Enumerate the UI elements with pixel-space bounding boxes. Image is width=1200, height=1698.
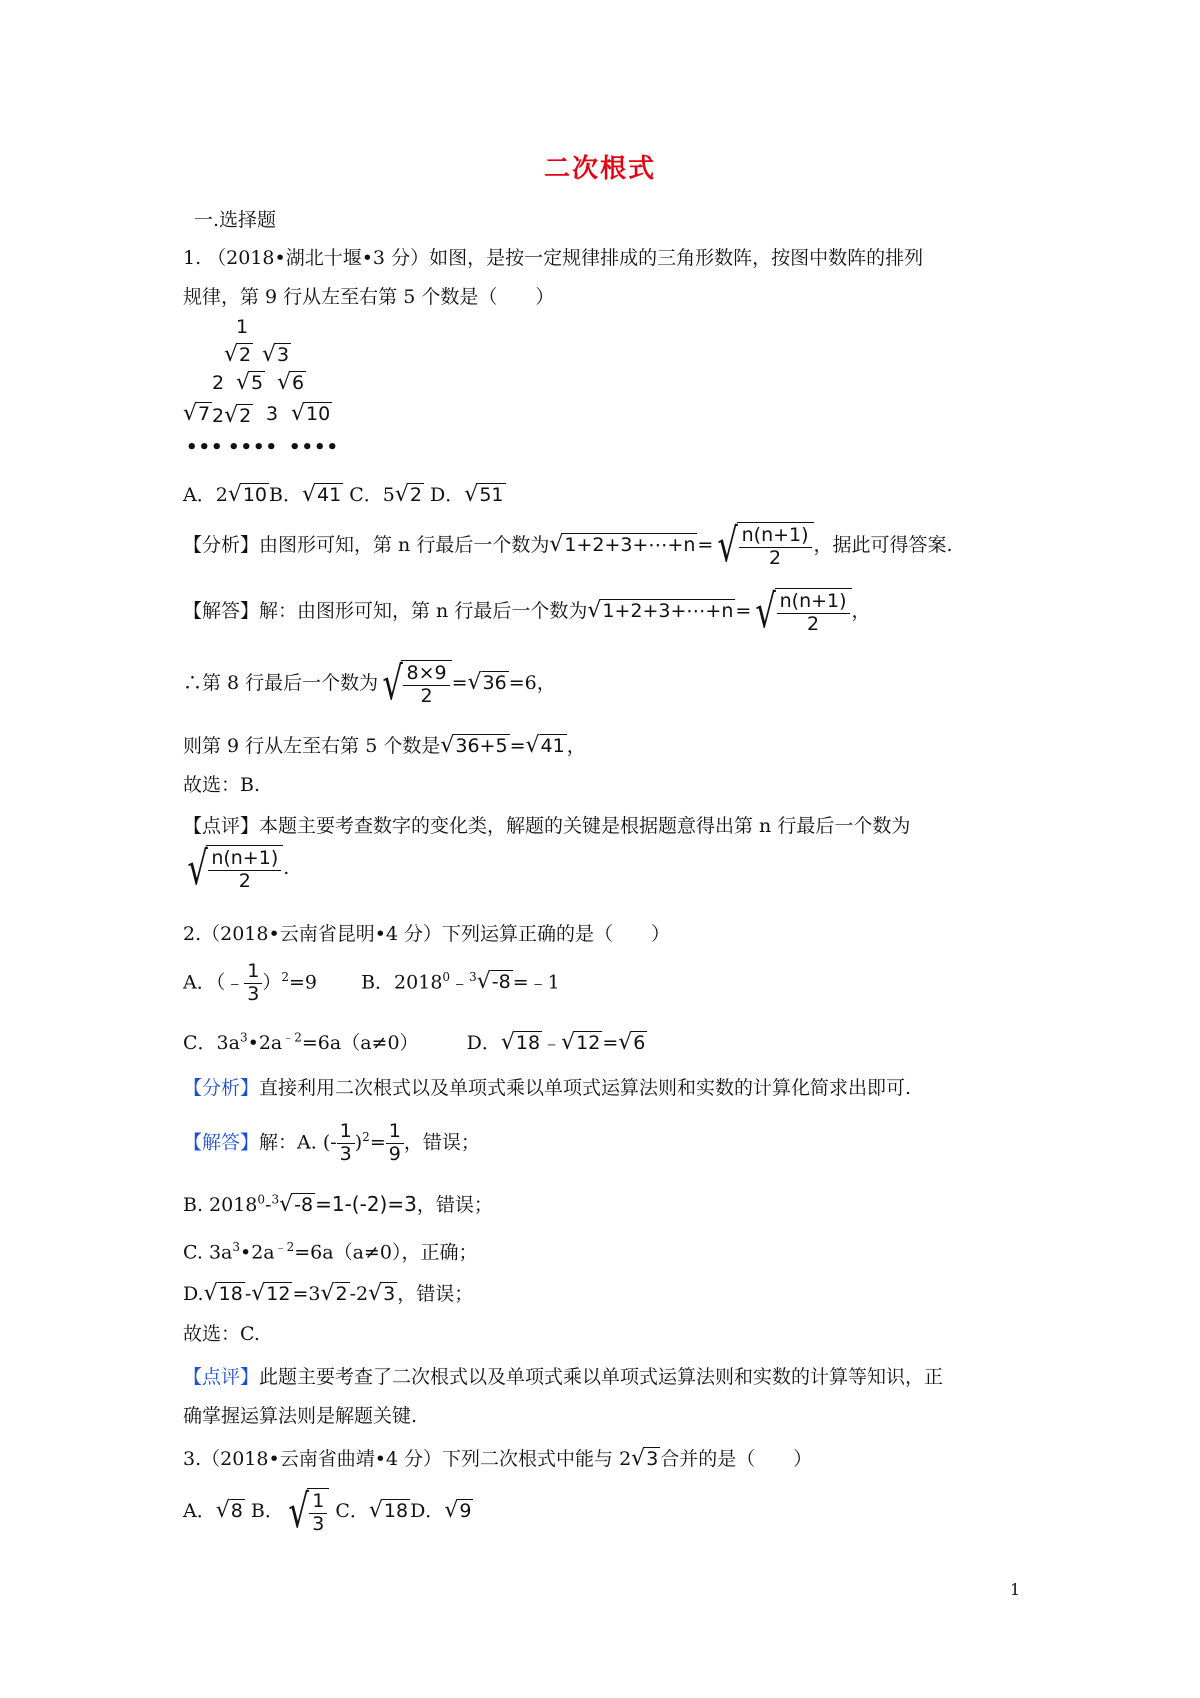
tri-r3c: √6 [277,370,305,395]
section-heading: 一.选择题 [194,209,277,231]
tri-r3a: 2 [212,372,225,394]
q2-options-ab: A．（﹣ $\frac{1}{3}$ ）$^2$=9 B．$2018^0﹣^3√-8$ =﹣1 [183,960,560,1005]
q2-options-cd: C．$3a^3•2a^{﹣2}=6a(a\ne 0)$ D．√18 ﹣√12 =√6 [183,1030,646,1055]
page-title: 二次根式 [543,154,656,184]
q1-review: 【点评】本题主要考查数字的变化类，解题的关键是根据题意得出第 n 行最后一个数为 [183,815,911,837]
tri-r4d: √10 [291,401,331,426]
tri-r4a: √7 [183,401,211,426]
q3-options: A．√8 B． √ $\frac{1}{3}$ C．√18 D．√9 [183,1484,472,1538]
tri-r3b: √5 [236,370,264,395]
tri-r1: 1 [236,316,249,338]
q2-analysis: 【分析】直接利用二次根式以及单项式乘以单项式运算法则和实数的计算化简求出即可. [183,1077,912,1099]
q1-choice: 故选：B. [183,774,261,796]
tri-dots-3: •••• [289,437,340,458]
tri-dots-2: •••• [228,437,279,458]
tri-r4b: 2√2 [212,403,252,428]
q2-stem: 2.（2018•云南省昆明•4 分）下列运算正确的是（ ） [183,923,671,945]
page-number: 1 [1010,1580,1021,1599]
tri-dots-1: ••• [186,437,224,458]
q1-options: A．2√10 B．√41 C．5√2 D．√51 [183,482,504,507]
q1-step2: 则第 9 行从左至右第 5 个数是√36+5 =√41 ， [183,733,586,758]
tri-r2b: √3 [262,342,290,367]
q1-stem-line2: 规律，第 9 行从左至右第 5 个数是（ ） [183,286,555,308]
q1-review-formula: √ $\frac{n(n+1)}{2}$ . [187,841,290,895]
q2-solution-a: 【解答】解：A. (- $\frac{1}{3}$ )$^2$= $\frac{1}{9}$ ，错误； [183,1120,480,1165]
q2-choice: 故选：C. [183,1323,260,1345]
tri-r4c: 3 [266,403,279,425]
q2-review-line1: 【点评】此题主要考查了二次根式以及单项式乘以单项式运算法则和实数的计算等知识，正 [183,1366,944,1388]
q1-step1: ∴第 8 行最后一个数为 √ $\frac{8\times 9}{2}$ =√36 =6， [183,656,556,710]
q3-stem: 3.（2018•云南省曲靖•4 分）下列二次根式中能与 2√3 合并的是（ ） [183,1446,813,1471]
q2-solution-d: D.√18 -√12 =3√2 -2√3 ，错误； [183,1281,474,1306]
q1-solution: 【解答】解：由图形可知，第 n 行最后一个数为√1+2+3+⋯+n = √ $\frac{n(n+1)}{2}$ ， [183,584,871,638]
tri-r2a: √2 [224,342,252,367]
q2-solution-c: C. $3a^3•2a^{﹣2}=6a(a\ne 0)$，正确； [183,1240,478,1264]
q2-review-line2: 确掌握运算法则是解题关键. [183,1405,418,1427]
q1-stem-line1: 1. （2018•湖北十堰•3 分）如图，是按一定规律排成的三角形数阵，按图中数阵的排列 [183,247,924,269]
q1-analysis: 【分析】由图形可知，第 n 行最后一个数为√1+2+3+⋯+n = √ $\frac{n(n+1)}{2}$ ，据此可得答案. [183,518,953,572]
q2-solution-b: B. $2018^0-^3√-8 =1-(-2)=3$，错误； [183,1192,493,1217]
